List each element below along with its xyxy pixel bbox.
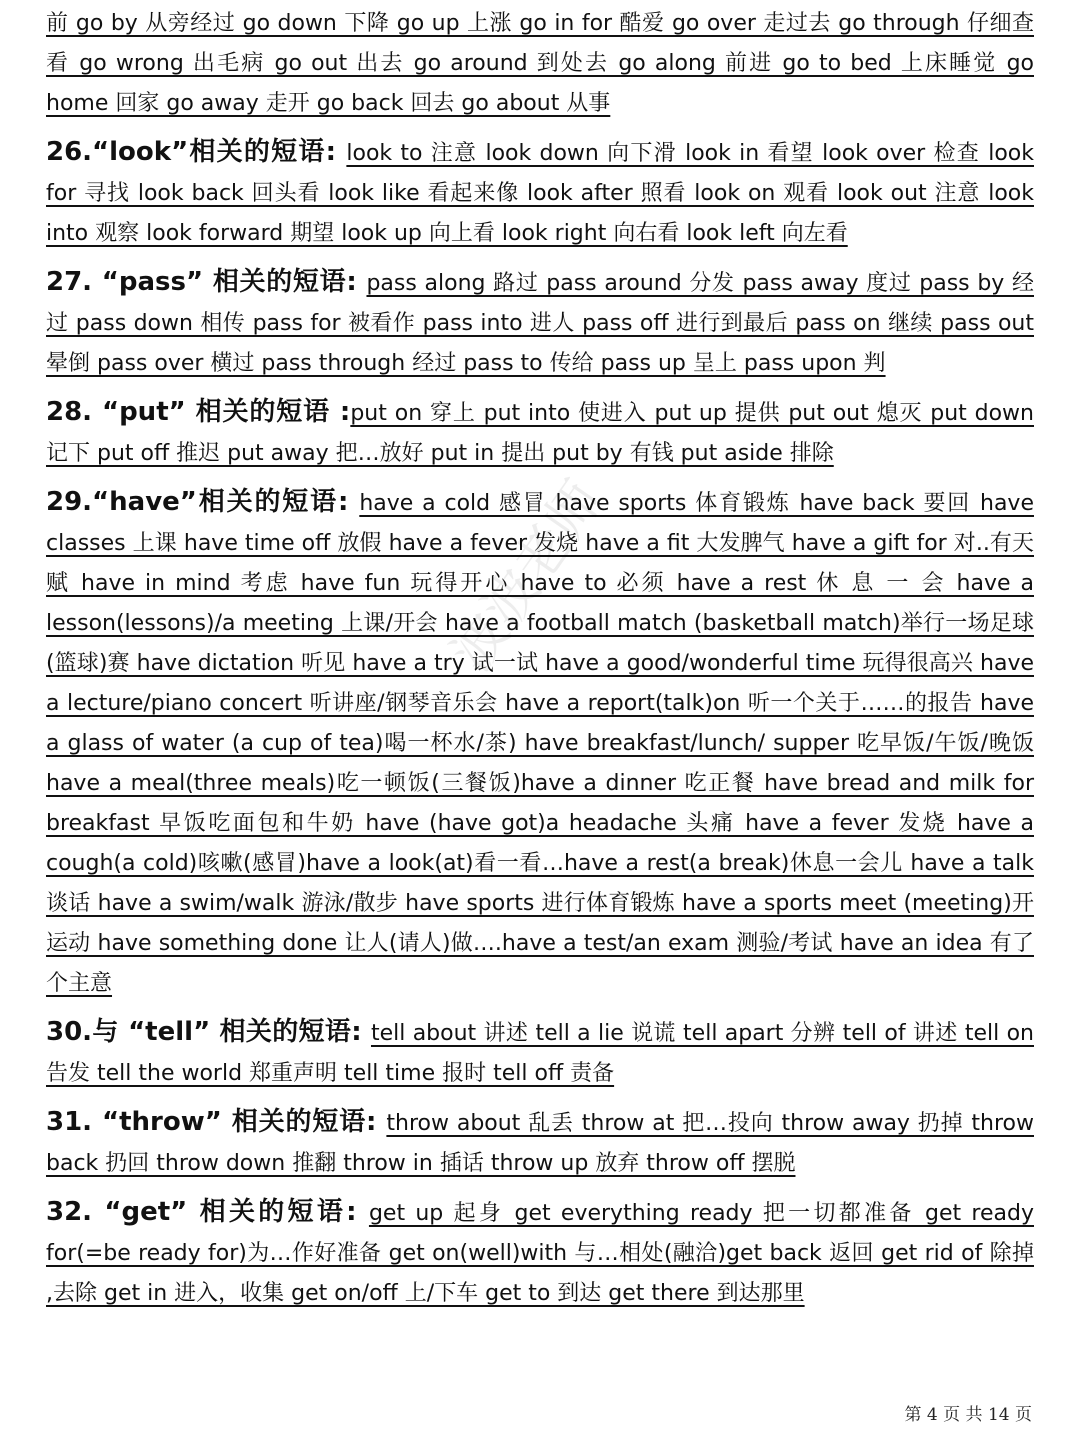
section-look — [46, 132, 1034, 254]
section-heading: 30.与 “tell” 相关的短语: — [46, 1017, 371, 1047]
section-heading: 29.“have”相关的短语: — [46, 487, 360, 517]
section-get — [46, 1192, 1034, 1314]
section-heading: 32. “get” 相关的短语: — [46, 1197, 369, 1227]
document-body — [46, 4, 1034, 1314]
section-tell — [46, 1012, 1034, 1094]
section-heading: 26.“look”相关的短语: — [46, 137, 347, 167]
section-body: throw about 乱丢 throw at 把…投向 throw away 扔掉 throw back 扔回 throw down 推翻 throw in 插话 throw up 放弃 throw off 摆脱 — [46, 1111, 1034, 1176]
section-put — [46, 392, 1034, 474]
section-heading: 28. “put” 相关的短语 : — [46, 397, 351, 427]
section-body: 前 go by 从旁经过 go down 下降 go up 上涨 go in for 酷爱 go over 走过去 go through 仔细查看 go wrong 出毛病 go out 出去 go around 到处去 go along 前进 go to bed 上床睡觉 go home 回家 go away 走开 go back 回去 go about 从事 — [46, 11, 1034, 116]
section-pass — [46, 262, 1034, 384]
section-body: get up 起身 get everything ready 把一切都准备 get ready for(=be ready for)为…作好准备 get on(well)with 与…相处(融洽)get back 返回 get rid of 除掉 ,去除 get in 进入，收集 get on/off 上/下车 get to 到达 get there 到达那里 — [46, 1201, 1034, 1306]
section-body: tell about 讲述 tell a lie 说谎 tell apart 分辨 tell of 讲述 tell on 告发 tell the world 郑重声明 tell time 报时 tell off 责备 — [46, 1021, 1034, 1086]
section-throw — [46, 1102, 1034, 1184]
section-heading: 31. “throw” 相关的短语: — [46, 1107, 387, 1137]
page-footer: 第 4 页 共 14 页 — [904, 1405, 1032, 1425]
section-body: put on 穿上 put into 使进入 put up 提供 put out 熄灭 put down 记下 put off 推迟 put away 把…放好 put in 提出 put by 有钱 put aside 排除 — [46, 401, 1034, 466]
section-go-continued — [46, 4, 1034, 124]
section-heading: 27. “pass” 相关的短语: — [46, 267, 367, 297]
section-have — [46, 482, 1034, 1004]
section-body: have a cold 感冒 have sports 体育锻炼 have back 要回 have classes 上课 have time off 放假 have a fever 发烧 have a fit 大发脾气 have a gift for 对..有天赋 have in mind 考虑 have fun 玩得开心 have to 必须 have a rest 休 息 一 会 have a lesson(lessons)/a meeting 上课/开会 have a football match (basketball match)举行一场足球(篮球)赛 have dictation 听见 have a try 试一试 have a good/wonderful time 玩得很高兴 have a lecture/piano concert 听讲座/钢琴音乐会 have a report(talk)on 听一个关于……的报告 have a glass of water (a cup of tea)喝一杯水/茶) have breakfast/lunch/ supper 吃早饭/午饭/晚饭 have a meal(three meals)吃一顿饭(三餐饭)have a dinner 吃正餐 have bread and milk for breakfast 早饭吃面包和牛奶 have (have got)a headache 头痛 have a fever 发烧 have a cough(a cold)咳嗽(感冒)have a look(at)看一看…have a rest(a break)休息一会儿 have a talk 谈话 have a swim/walk 游泳/散步 have sports 进行体育锻炼 have a sports meet (meeting)开运动 have something done 让人(请人)做….have a test/an exam 测验/考试 have an idea 有了个主意 — [46, 491, 1034, 996]
watermark: 波波老师 — [439, 469, 615, 683]
section-body: pass along 路过 pass around 分发 pass away 度过 pass by 经过 pass down 相传 pass for 被看作 pass into 进人 pass off 进行到最后 pass on 继续 pass out 晕倒 pass over 横过 pass through 经过 pass to 传给 pass up 呈上 pass upon 判 — [46, 271, 1034, 376]
section-body: look to 注意 look down 向下滑 look in 看望 look over 检查 look for 寻找 look back 回头看 look like 看起来像 look after 照看 look on 观看 look out 注意 look into 观察 look forward 期望 look up 向上看 look right 向右看 look left 向左看 — [46, 141, 1034, 246]
